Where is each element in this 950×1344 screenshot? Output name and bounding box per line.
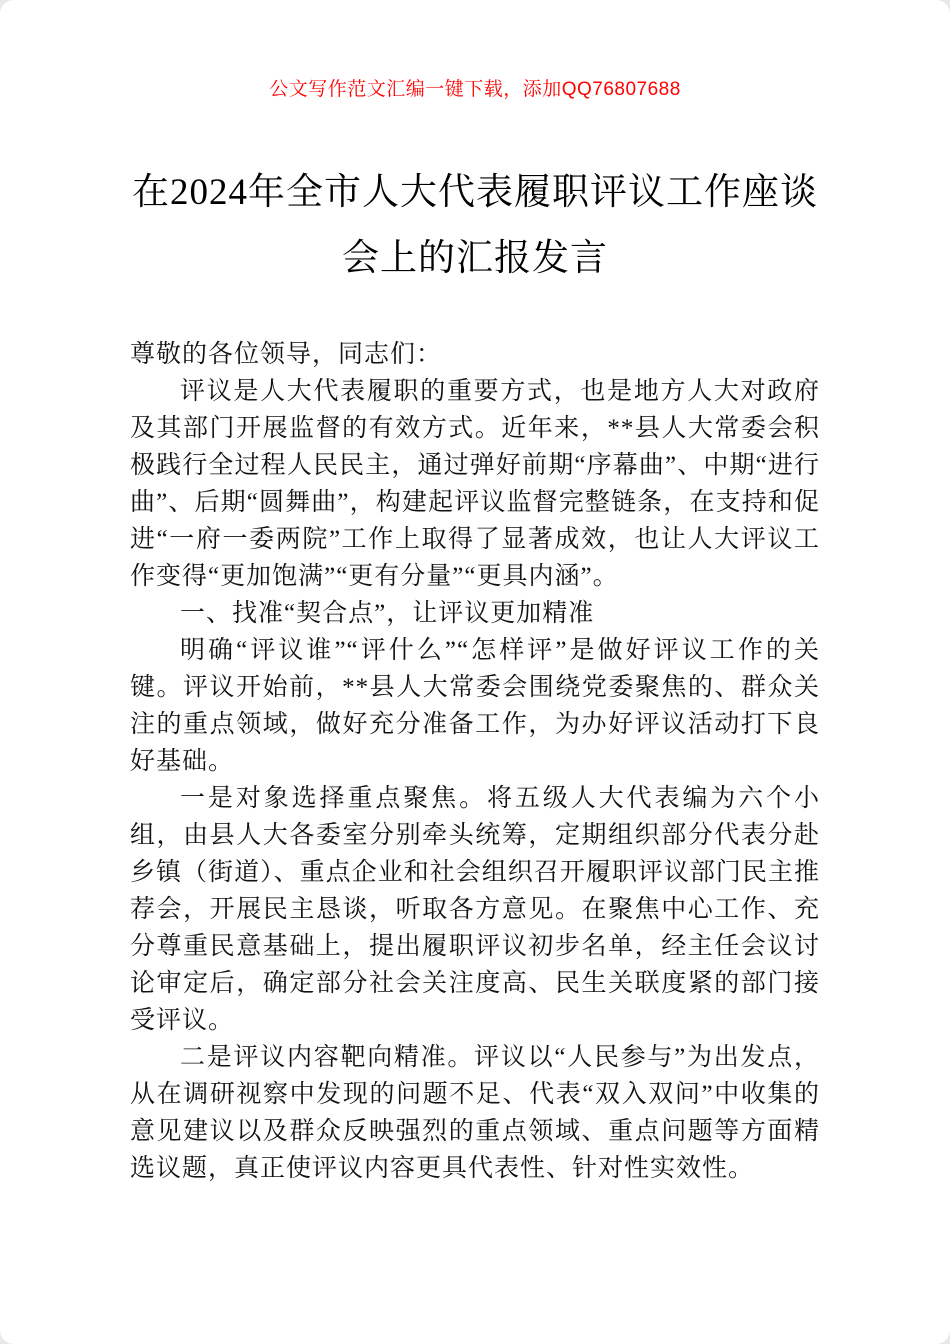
section-heading: 一、找准“契合点”，让评议更加精准	[180, 600, 595, 627]
doc-title-line2: 会上的汇报发言	[342, 238, 608, 279]
doc-title-line1: 在2024年全市人大代表履职评议工作座谈	[132, 172, 818, 213]
greeting-line: 尊敬的各位领导，同志们：	[130, 341, 443, 368]
paragraph-section-lead: 明确“评议谁”“评什么”“怎样评”是做好评议工作的关键。评议开始前，**县人大常委会围绕党委聚焦的、群众关注的重点领域，做好充分准备工作，为办好评议活动打下良好基础。	[130, 637, 820, 775]
paragraph-intro: 评议是人大代表履职的重要方式，也是地方人大对政府及其部门开展监督的有效方式。近年来，**县人大常委会积极践行全过程人民民主，通过弹好前期“序幕曲”、中期“进行曲”、后期“圆舞曲”，构建起评议监督完整链条，在支持和促进“一府一委两院”工作上取得了显著成效，也让人大评议工作变得“更加饱满”“更有分量”“更具内涵”。	[130, 378, 820, 590]
notice-banner: 公文写作范文汇编一键下载，添加QQ76807688	[269, 79, 681, 100]
document-title	[130, 160, 820, 292]
paragraph-point-one: 一是对象选择重点聚焦。将五级人大代表编为六个小组，由县人大各委室分别牵头统筹，定期组织部分代表分赴乡镇（街道）、重点企业和社会组织召开履职评议部门民主推荐会，开展民主恳谈，听取各方意见。在聚焦中心工作、充分尊重民意基础上，提出履职评议初步名单，经主任会议讨论审定后，确定部分社会关注度高、民生关联度紧的部门接受评议。	[130, 785, 820, 1034]
paragraph-point-two: 二是评议内容靶向精准。评议以“人民参与”为出发点，从在调研视察中发现的问题不足、代表“双入双问”中收集的意见建议以及群众反映强烈的重点领域、重点问题等方面精选议题，真正使评议内容更具代表性、针对性实效性。	[130, 1044, 820, 1182]
document-body	[130, 336, 820, 1187]
